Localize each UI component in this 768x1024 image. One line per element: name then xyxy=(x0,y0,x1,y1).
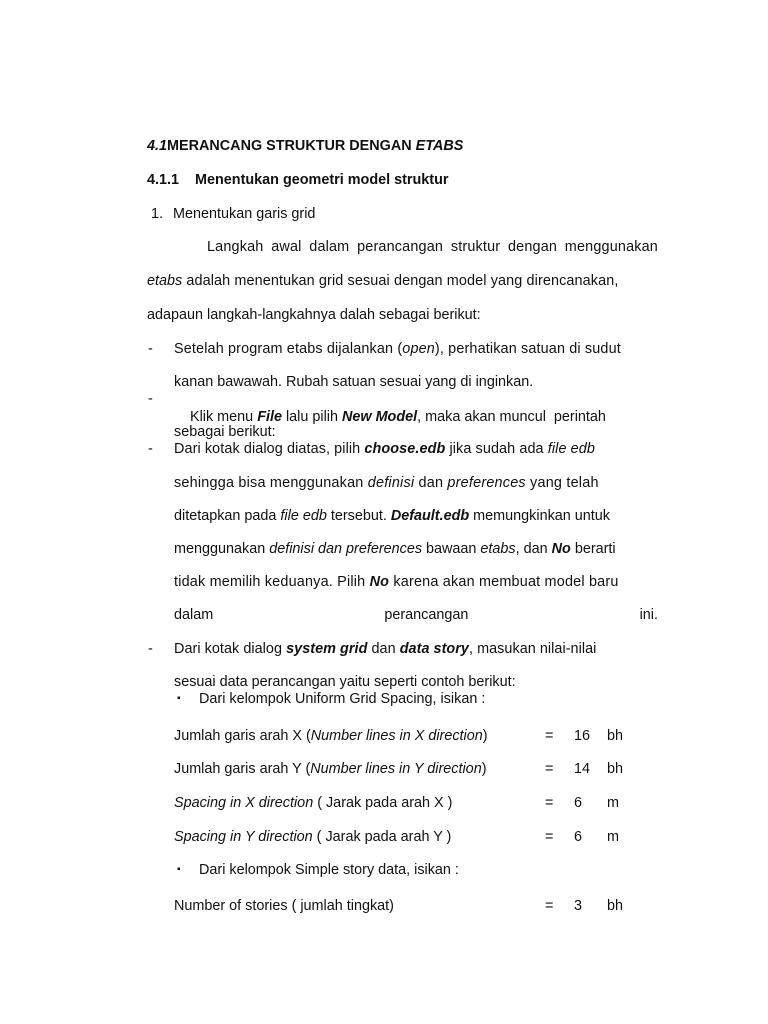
bullet-line: Setelah program etabs dijalankan (open), perhatikan satuan di sudut xyxy=(174,341,621,357)
list-item-text: Menentukan garis grid xyxy=(173,206,316,222)
bullet-line: ditetapkan pada file edb tersebut. Default.edb memungkinkan untuk xyxy=(174,508,610,524)
bullet-line: kanan bawawah. Rubah satuan sesuai yang di inginkan. xyxy=(174,374,534,390)
list-item-1 xyxy=(151,205,315,223)
subsection-heading xyxy=(147,171,449,189)
section-title: MERANCANG STRUKTUR DENGAN xyxy=(167,138,416,154)
row-unit: bh xyxy=(607,898,624,914)
row-label: Jumlah garis arah Y (Number lines in Y direction) xyxy=(174,761,487,777)
dash-marker: - xyxy=(148,341,153,357)
list-item-number: 1. xyxy=(151,206,164,222)
row-unit: m xyxy=(607,795,619,811)
row-label: Spacing in Y direction ( Jarak pada arah Y ) xyxy=(174,829,452,845)
bullet-line: sebagai berikut: xyxy=(174,424,276,440)
bullet-line: sesuai data perancangan yaitu seperti contoh berikut: xyxy=(174,674,516,690)
dash-marker: - xyxy=(148,391,153,407)
row-value: 16 xyxy=(574,728,591,744)
bullet-line: Dari kotak dialog diatas, pilih choose.edb jika sudah ada file edb xyxy=(174,441,595,457)
row-unit: m xyxy=(607,829,619,845)
bullet-line: sehingga bisa menggunakan definisi dan preferences yang telah xyxy=(174,475,599,491)
group-title: Dari kelompok Simple story data, isikan : xyxy=(199,862,459,878)
equals-sign: = xyxy=(545,728,554,744)
section-heading xyxy=(147,137,463,155)
row-label: Jumlah garis arah X (Number lines in X direction) xyxy=(174,728,488,744)
subsection-title: Menentukan geometri model struktur xyxy=(195,172,449,188)
paragraph-line: etabs adalah menentukan grid sesuai dengan model yang direncanakan, xyxy=(147,273,619,289)
bullet-line: Dari kotak dialog system grid dan data story, masukan nilai-nilai xyxy=(174,641,597,657)
row-value: 14 xyxy=(574,761,591,777)
dash-marker: - xyxy=(148,641,153,657)
row-value: 3 xyxy=(574,898,583,914)
bullet-line: tidak memilih keduanya. Pilih No karena akan membuat model baru xyxy=(174,574,619,590)
square-bullet: ▪ xyxy=(177,864,181,875)
dash-marker: - xyxy=(148,441,153,457)
section-title-emph: ETABS xyxy=(415,138,464,154)
row-value: 6 xyxy=(574,795,583,811)
subsection-number: 4.1.1 xyxy=(147,172,180,188)
row-value: 6 xyxy=(574,829,583,845)
paragraph-line: Langkah awal dalam perancangan struktur dengan menggunakan xyxy=(207,239,658,255)
paragraph-line: adapaun langkah-langkahnya dalah sebagai berikut: xyxy=(147,307,481,323)
row-label: Number of stories ( jumlah tingkat) xyxy=(174,898,394,914)
row-label: Spacing in X direction ( Jarak pada arah X ) xyxy=(174,795,453,811)
bullet-line: Klik menu File lalu pilih New Model, maka akan muncul perintah xyxy=(190,409,606,425)
equals-sign: = xyxy=(545,795,554,811)
row-unit: bh xyxy=(607,761,624,777)
bullet-line: dalam perancangan ini. xyxy=(174,607,658,623)
bullet-line: menggunakan definisi dan preferences bawaan etabs, dan No berarti xyxy=(174,541,616,557)
equals-sign: = xyxy=(545,829,554,845)
row-unit: bh xyxy=(607,728,624,744)
equals-sign: = xyxy=(545,761,554,777)
group-title: Dari kelompok Uniform Grid Spacing, isikan : xyxy=(199,691,486,707)
section-number: 4.1 xyxy=(147,138,168,154)
equals-sign: = xyxy=(545,898,554,914)
square-bullet: ▪ xyxy=(177,693,181,704)
